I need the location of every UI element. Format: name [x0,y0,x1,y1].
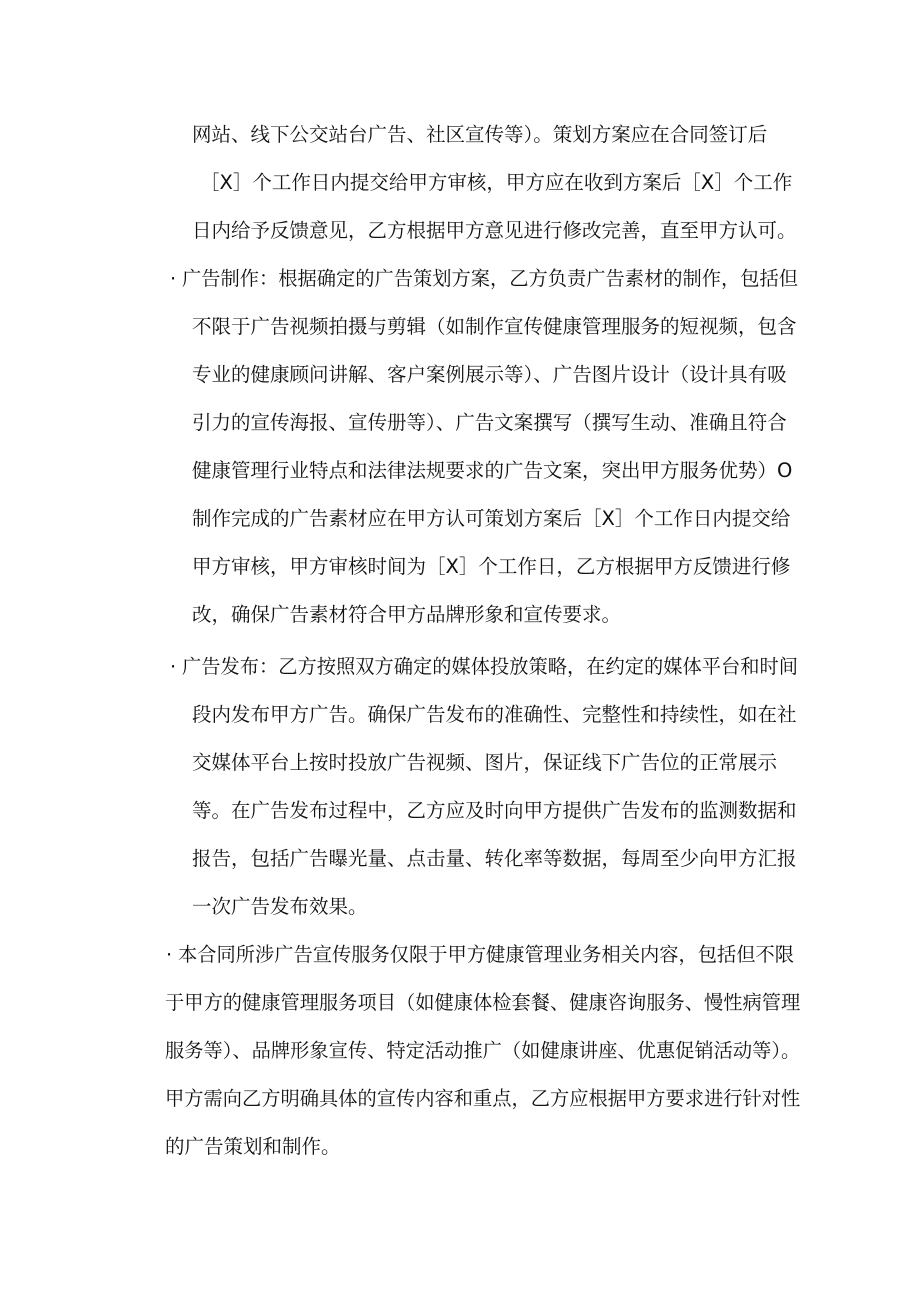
paragraph-line: 专业的健康顾问讲解、客户案例展示等）、广告图片设计（设计具有吸 [192,363,787,386]
paragraph-line: 网站、线下公交站台广告、社区宣传等）。策划方案应在合同签订后 [192,123,768,146]
bullet-marker: · [170,655,177,678]
paragraph-line: 本合同所涉广告宣传服务仅限于甲方健康管理业务相关内容，包括但不限 [178,943,794,966]
paragraph-line: 广告发布：乙方按照双方确定的媒体投放策略，在约定的媒体平台和时间 [182,655,798,678]
paragraph-line: 的广告策划和制作。 [165,1135,341,1158]
paragraph-line: 健康管理行业特点和法律法规要求的广告文案，突出甲方服务优势）O [192,459,793,482]
paragraph-line: 日内给予反馈意见，乙方根据甲方意见进行修改完善，直至甲方认可。 [192,219,797,242]
paragraph-line: 等。在广告发布过程中，乙方应及时向甲方提供广告发布的监测数据和 [192,799,797,822]
paragraph-line: 交媒体平台上按时投放广告视频、图片，保证线下广告位的正常展示 [192,751,778,774]
paragraph-line: 服务等）、品牌形象宣传、特定活动推广（如健康讲座、优惠促销活动等）。 [165,1039,801,1062]
paragraph-line: 甲方需向乙方明确具体的宣传内容和重点，乙方应根据甲方要求进行针对性 [165,1087,801,1110]
paragraph-line: 广告制作：根据确定的广告策划方案，乙方负责广告素材的制作，包括但 [182,267,798,290]
paragraph-line: 改，确保广告素材符合甲方品牌形象和宣传要求。 [192,603,622,626]
bullet-line [170,267,798,291]
bullet-line [166,943,794,967]
paragraph-line: 引力的宣传海报、宣传册等）、广告文案撰写（撰写生动、准确且符合 [192,411,787,434]
paragraph-line: 制作完成的广告素材应在甲方认可策划方案后［X］个工作日内提交给 [192,507,791,530]
bullet-marker: · [170,267,177,290]
bullet-marker: · [166,943,173,966]
paragraph-line: 段内发布甲方广告。确保广告发布的准确性、完整性和持续性，如在社 [192,703,797,726]
bullet-line [170,655,798,679]
paragraph-line: 一次广告发布效果。 [192,895,368,918]
paragraph-line: ［X］个工作日内提交给甲方审核，甲方应在收到方案后［X］个工作 [200,171,793,194]
paragraph-line: 不限于广告视频拍摄与剪辑（如制作宣传健康管理服务的短视频，包含 [192,315,797,338]
paragraph-line: 于甲方的健康管理服务项目（如健康体检套餐、健康咨询服务、慢性病管理 [165,991,801,1014]
paragraph-line: 报告，包括广告曝光量、点击量、转化率等数据，每周至少向甲方汇报 [192,847,797,870]
paragraph-line: 甲方审核，甲方审核时间为［X］个工作日，乙方根据甲方反馈进行修 [192,555,791,578]
